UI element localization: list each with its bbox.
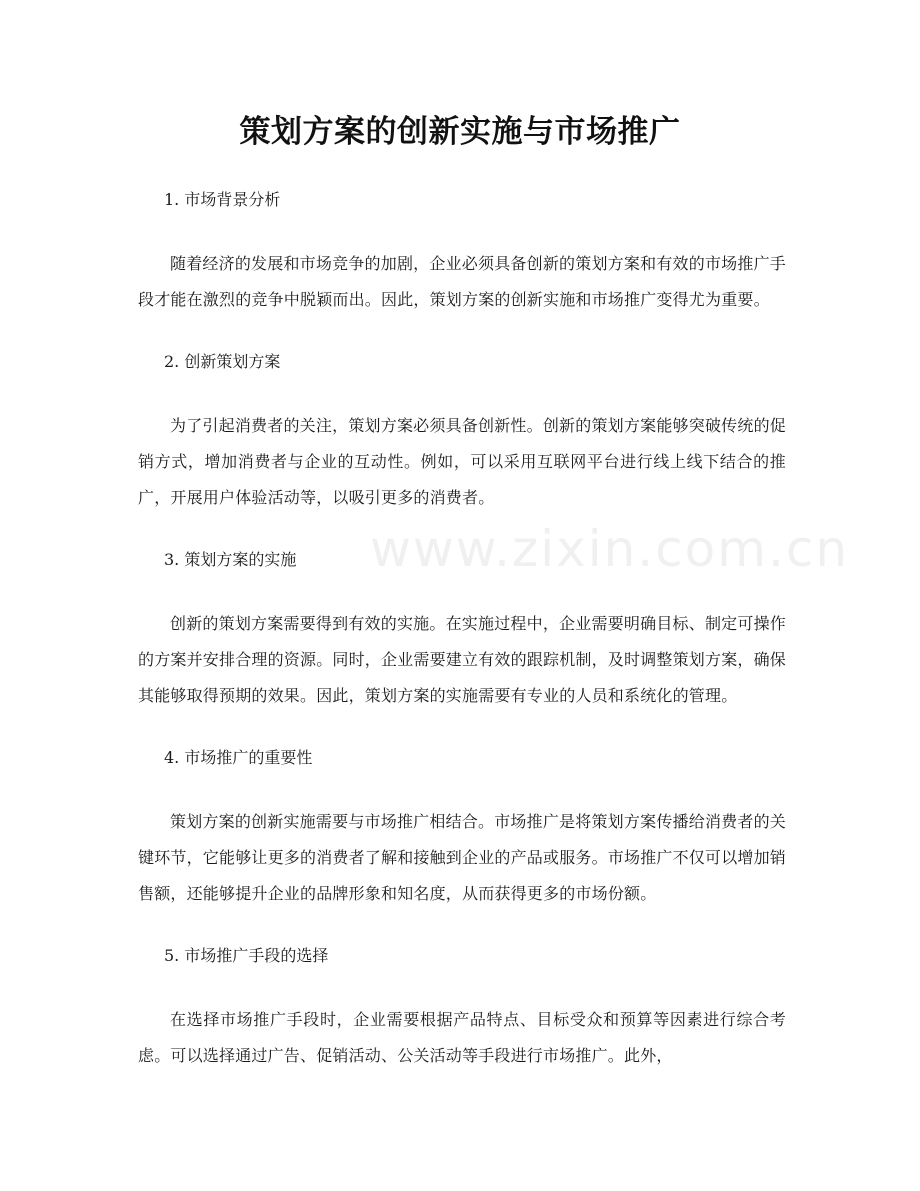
section-paragraph: 为了引起消费者的关注，策划方案必须具备创新性。创新的策划方案能够突破传统的促销方式，增加消费者与企业的互动性。例如，可以采用互联网平台进行线上线下结合的推广，开展用户体验活动等，以吸引更多的消费者。 [138, 416, 786, 507]
section-heading: 1. 市场背景分析 [164, 190, 281, 209]
section-paragraph: 策划方案的创新实施需要与市场推广相结合。市场推广是将策划方案传播给消费者的关键环节，它能够让更多的消费者了解和接触到企业的产品或服务。市场推广不仅可以增加销售额，还能够提升企业的品牌形象和知名度，从而获得更多的市场份额。 [138, 812, 787, 903]
section-2 [138, 344, 786, 516]
section-heading: 4. 市场推广的重要性 [164, 748, 313, 767]
watermark: www.zixin.com.cn [370, 520, 850, 578]
document-body [138, 182, 786, 1100]
section-heading: 2. 创新策划方案 [164, 352, 281, 371]
section-4 [138, 740, 786, 912]
document-title: 策划方案的创新实施与市场推广 [239, 114, 681, 150]
section-heading: 5. 市场推广手段的选择 [164, 946, 329, 965]
section-5 [138, 938, 786, 1074]
section-paragraph: 随着经济的发展和市场竞争的加剧，企业必须具备创新的策划方案和有效的市场推广手段才能在激烈的竞争中脱颖而出。因此，策划方案的创新实施和市场推广变得尤为重要。 [138, 254, 786, 309]
section-3 [138, 542, 786, 714]
section-paragraph: 在选择市场推广手段时，企业需要根据产品特点、目标受众和预算等因素进行综合考虑。可以选择通过广告、促销活动、公关活动等手段进行市场推广。此外， [138, 1010, 786, 1065]
section-heading: 3. 策划方案的实施 [164, 550, 297, 569]
section-1 [138, 182, 786, 318]
section-paragraph: 创新的策划方案需要得到有效的实施。在实施过程中，企业需要明确目标、制定可操作的方案并安排合理的资源。同时，企业需要建立有效的跟踪机制，及时调整策划方案，确保其能够取得预期的效果。因此，策划方案的实施需要有专业的人员和系统化的管理。 [138, 614, 787, 705]
